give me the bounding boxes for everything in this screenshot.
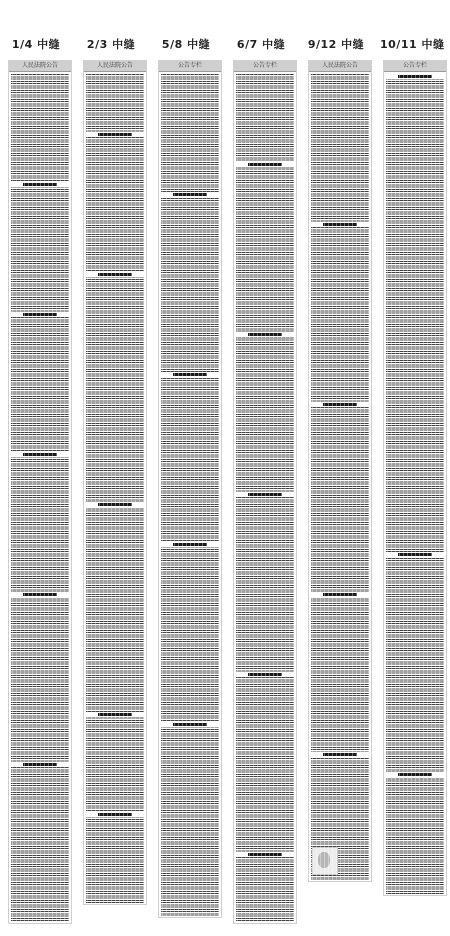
strip-text-body <box>84 72 146 904</box>
section-heading <box>11 762 69 767</box>
strip-header: 公告专栏 <box>159 61 221 72</box>
section-heading <box>86 812 144 817</box>
section-heading <box>236 332 294 337</box>
strip-text-body <box>309 72 371 881</box>
column-4 <box>230 0 292 936</box>
newspaper-strip <box>158 60 222 918</box>
column-title: 2/3 中缝 <box>86 38 136 51</box>
section-heading <box>161 372 219 377</box>
section-heading <box>311 592 369 597</box>
section-heading <box>86 132 144 137</box>
section-heading <box>86 502 144 507</box>
section-heading <box>386 74 444 79</box>
strip-text-body <box>9 72 71 923</box>
strip-text-body <box>159 72 221 917</box>
newspaper-strip <box>308 60 372 882</box>
strip-header: 公告专栏 <box>384 61 446 72</box>
section-heading <box>86 712 144 717</box>
column-5 <box>305 0 367 936</box>
section-heading <box>161 542 219 547</box>
section-heading <box>161 722 219 727</box>
column-title: 5/8 中缝 <box>161 38 211 51</box>
section-heading <box>311 752 369 757</box>
strip-header: 人民法院公告 <box>9 61 71 72</box>
column-title: 6/7 中缝 <box>236 38 286 51</box>
section-heading <box>236 492 294 497</box>
column-title: 1/4 中缝 <box>11 38 61 51</box>
section-heading <box>386 772 444 777</box>
strip-text-body <box>384 72 446 895</box>
section-heading <box>236 852 294 857</box>
strip-text-body <box>234 72 296 923</box>
strip-header: 人民法院公告 <box>309 61 371 72</box>
section-heading <box>11 182 69 187</box>
column-2 <box>80 0 142 936</box>
section-heading <box>161 192 219 197</box>
newspaper-strip <box>383 60 447 896</box>
newspaper-strip <box>83 60 147 905</box>
column-3 <box>155 0 217 936</box>
section-heading <box>86 272 144 277</box>
column-title: 10/11 中缝 <box>380 38 445 51</box>
strip-header: 公告专栏 <box>234 61 296 72</box>
section-heading <box>386 552 444 557</box>
section-heading <box>311 402 369 407</box>
newspaper-strip <box>233 60 297 924</box>
column-1 <box>5 0 67 936</box>
section-heading <box>11 592 69 597</box>
column-6 <box>380 0 445 936</box>
section-heading <box>11 312 69 317</box>
section-heading <box>236 672 294 677</box>
section-heading <box>236 162 294 167</box>
newspaper-strip <box>8 60 72 924</box>
strip-header: 人民法院公告 <box>84 61 146 72</box>
photo-thumbnail <box>312 847 338 875</box>
section-heading <box>311 222 369 227</box>
column-title: 9/12 中缝 <box>307 38 365 51</box>
section-heading <box>11 452 69 457</box>
